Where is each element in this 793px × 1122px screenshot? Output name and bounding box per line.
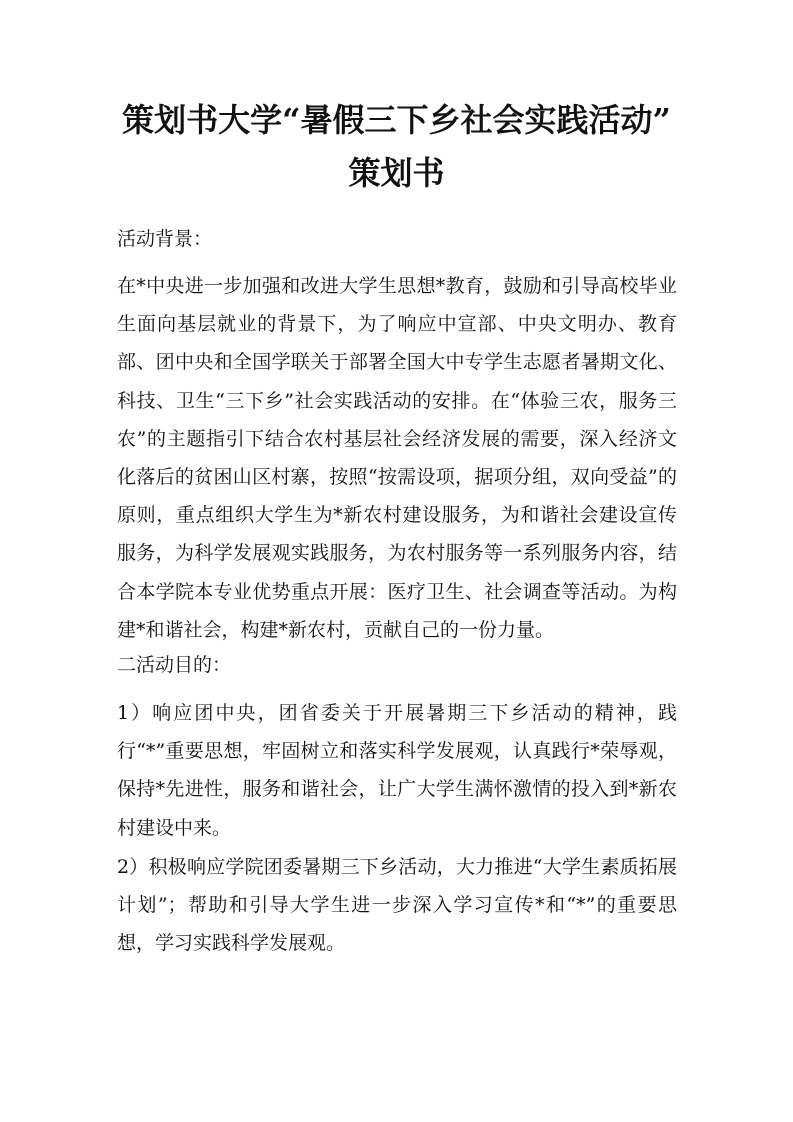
background-heading: 活动背景： [117, 228, 213, 250]
background-paragraph: 在*中央进一步加强和改进大学生思想*教育，鼓励和引导高校毕业生面向基层就业的背景下，为了响应中宣部、中央文明办、教育部、团中央和全国学联关于部署全国大中专学生志愿者暑期文化、科技、卫生“三下乡”社会实践活动的安排。在“体验三农，服务三农”的主题指引下结合农村基层社会经济发展的需要，深入经济文化落后的贫困山区村寨，按照“按需设项，据项分组，双向受益”的原则，重点组织大学生为*新农村建设服务，为和谐社会建设宣传服务，为科学发展观实践服务，为农村服务等一系列服务内容，结合本学院本专业优势重点开展：医疗卫生、社会调查等活动。为构建*和谐社会，构建*新农村，贡献自己的一份力量。 [117, 275, 677, 641]
purpose-item-2: 2）积极响应学院团委暑期三下乡活动，大力推进“大学生素质拓展计划”；帮助和引导大学生进一步深入学习宣传*和“*”的重要思想，学习实践科学发展观。 [117, 856, 677, 955]
document-title-line-2: 策划书 [348, 154, 445, 192]
purpose-item-1: 1）响应团中央，团省委关于开展暑期三下乡活动的精神，践行“*”重要思想，牢固树立和落实科学发展观，认真践行*荣辱观，保持*先进性，服务和谐社会，让广大学生满怀激情的投入到*新农村建设中来。 [117, 702, 677, 839]
document-title-line-1: 策划书大学“暑假三下乡社会实践活动” [122, 101, 671, 139]
purpose-heading: 二活动目的： [117, 654, 232, 676]
